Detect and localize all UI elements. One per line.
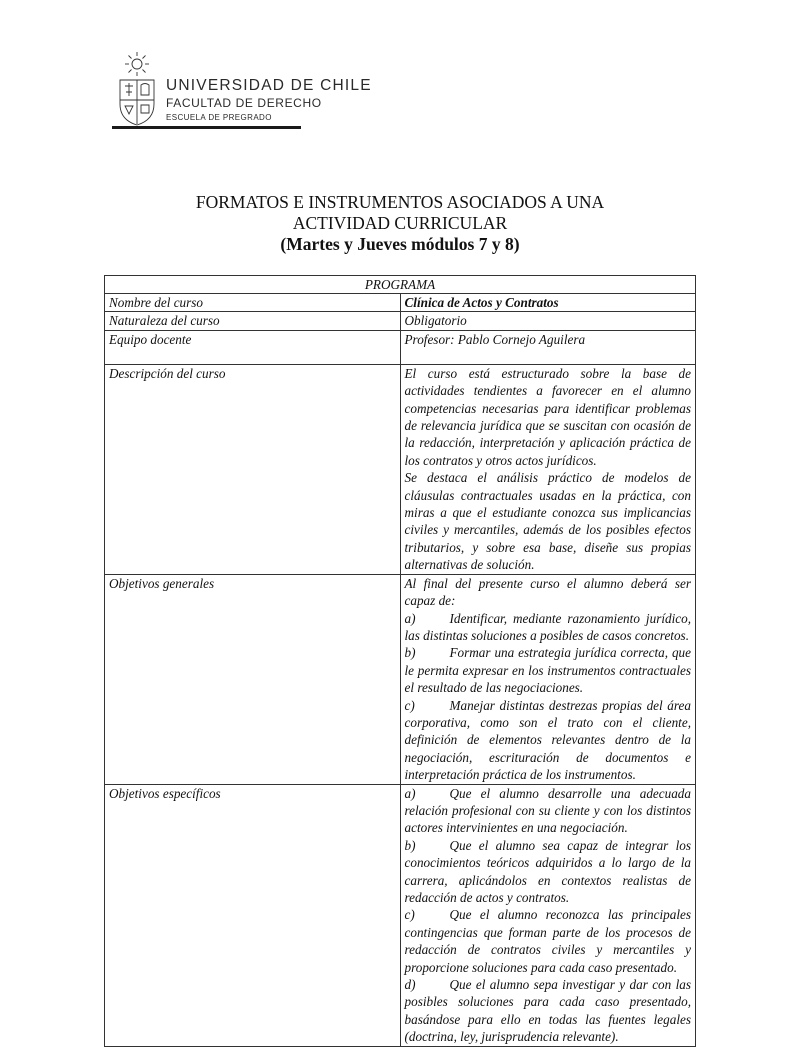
list-marker: a) (404, 610, 416, 626)
description-row (105, 364, 696, 574)
list-item (405, 837, 692, 907)
team-label: Equipo docente (105, 330, 401, 364)
document-title (100, 192, 700, 255)
nature-value: Obligatorio (400, 312, 696, 330)
course-name-row (105, 294, 696, 312)
faculty-name: FACULTAD DE DERECHO (166, 96, 322, 110)
description-label: Descripción del curso (105, 364, 401, 574)
list-item (405, 610, 692, 645)
specific-objectives-value (400, 784, 696, 1046)
general-objectives-row (105, 574, 696, 784)
list-item-text: Que el alumno desarrolle una adecuada relación profesional con su cliente y con los distintos actores intervinientes en una negociación. (404, 785, 691, 836)
description-paragraph: El curso está estructurado sobre la base de actividades tendientes a favorecer en el alumno competencias necesarias para identificar problemas de relevancia jurídica que se suscitan con ocasión de la redacción, interpretación y aplicación práctica de los contratos y otros actos jurídicos. (404, 365, 691, 468)
nature-row (105, 312, 696, 330)
list-marker: b) (404, 645, 416, 661)
list-marker: c) (404, 907, 415, 923)
school-name: ESCUELA DE PREGRADO (166, 113, 272, 122)
description-value (400, 364, 696, 574)
title-line-2: ACTIVIDAD CURRICULAR (292, 213, 508, 233)
header-rule (112, 126, 301, 129)
title-line-3: (Martes y Jueves módulos 7 y 8) (280, 234, 520, 254)
team-row (105, 330, 696, 364)
list-item-text: Identificar, mediante razonamiento jurídico, las distintas soluciones a posibles de casos concretos. (404, 610, 691, 643)
list-item-text: Que el alumno reconozca las principales contingencias que forman parte de los procesos de redacción de contratos civiles y mercantiles y proporcione soluciones para cada caso presentado. (404, 907, 691, 975)
description-paragraph: Se destaca el análisis práctico de modelos de cláusulas contractuales usadas en la práctica, con miras a que el estudiante conozca sus implicancias civiles y mercantiles, además de los posibles efectos tributarios, y sobre esa base, diseñe sus propias alternativas de solución. (404, 470, 691, 573)
program-header: PROGRAMA (105, 276, 696, 294)
list-item-text: Que el alumno sepa investigar y dar con las posibles soluciones para cada caso presentado, basándose para ello en todas las fuentes legales (doctrina, ley, jurisprudencia relevante). (404, 977, 691, 1045)
list-marker: d) (404, 977, 416, 993)
list-item-text: Que el alumno sea capaz de integrar los conocimientos teóricos adquiridos a lo largo de la carrera, aplicándolos en contextos realistas de redacción de actos y contratos. (404, 837, 691, 905)
specific-objectives-row (105, 784, 696, 1046)
team-value: Profesor: Pablo Cornejo Aguilera (400, 330, 696, 364)
list-marker: a) (404, 785, 416, 801)
university-name: UNIVERSIDAD DE CHILE (166, 77, 372, 94)
list-item (405, 976, 692, 1046)
nature-label: Naturaleza del curso (105, 312, 401, 330)
program-table (104, 275, 696, 1047)
list-item (405, 697, 692, 784)
specific-objectives-label: Objetivos específicos (105, 784, 401, 1046)
title-line-1: FORMATOS E INSTRUMENTOS ASOCIADOS A UNA (195, 192, 605, 212)
list-marker: b) (404, 837, 416, 853)
general-objectives-intro: Al final del presente curso el alumno deberá ser capaz de: (404, 575, 691, 609)
list-item-text: Formar una estrategia jurídica correcta, que le permita expresar en los instrumentos contractuales el resultado de las negociaciones. (404, 645, 691, 696)
general-objectives-label: Objetivos generales (105, 574, 401, 784)
list-item-text: Manejar distintas destrezas propias del área corporativa, como son el trato con el cliente, definición de elementos relevantes dentro de la negociación, escrituración de documentos e interpretación práctica de los instrumentos. (404, 697, 691, 783)
list-marker: c) (404, 697, 415, 713)
list-item (405, 785, 692, 837)
list-item (405, 644, 692, 696)
program-header-row (105, 276, 696, 294)
course-name-value: Clínica de Actos y Contratos (400, 294, 696, 312)
university-seal-icon (116, 50, 158, 126)
letterhead (112, 50, 372, 130)
course-name-label: Nombre del curso (105, 294, 401, 312)
general-objectives-value (400, 574, 696, 784)
list-item (405, 906, 692, 976)
